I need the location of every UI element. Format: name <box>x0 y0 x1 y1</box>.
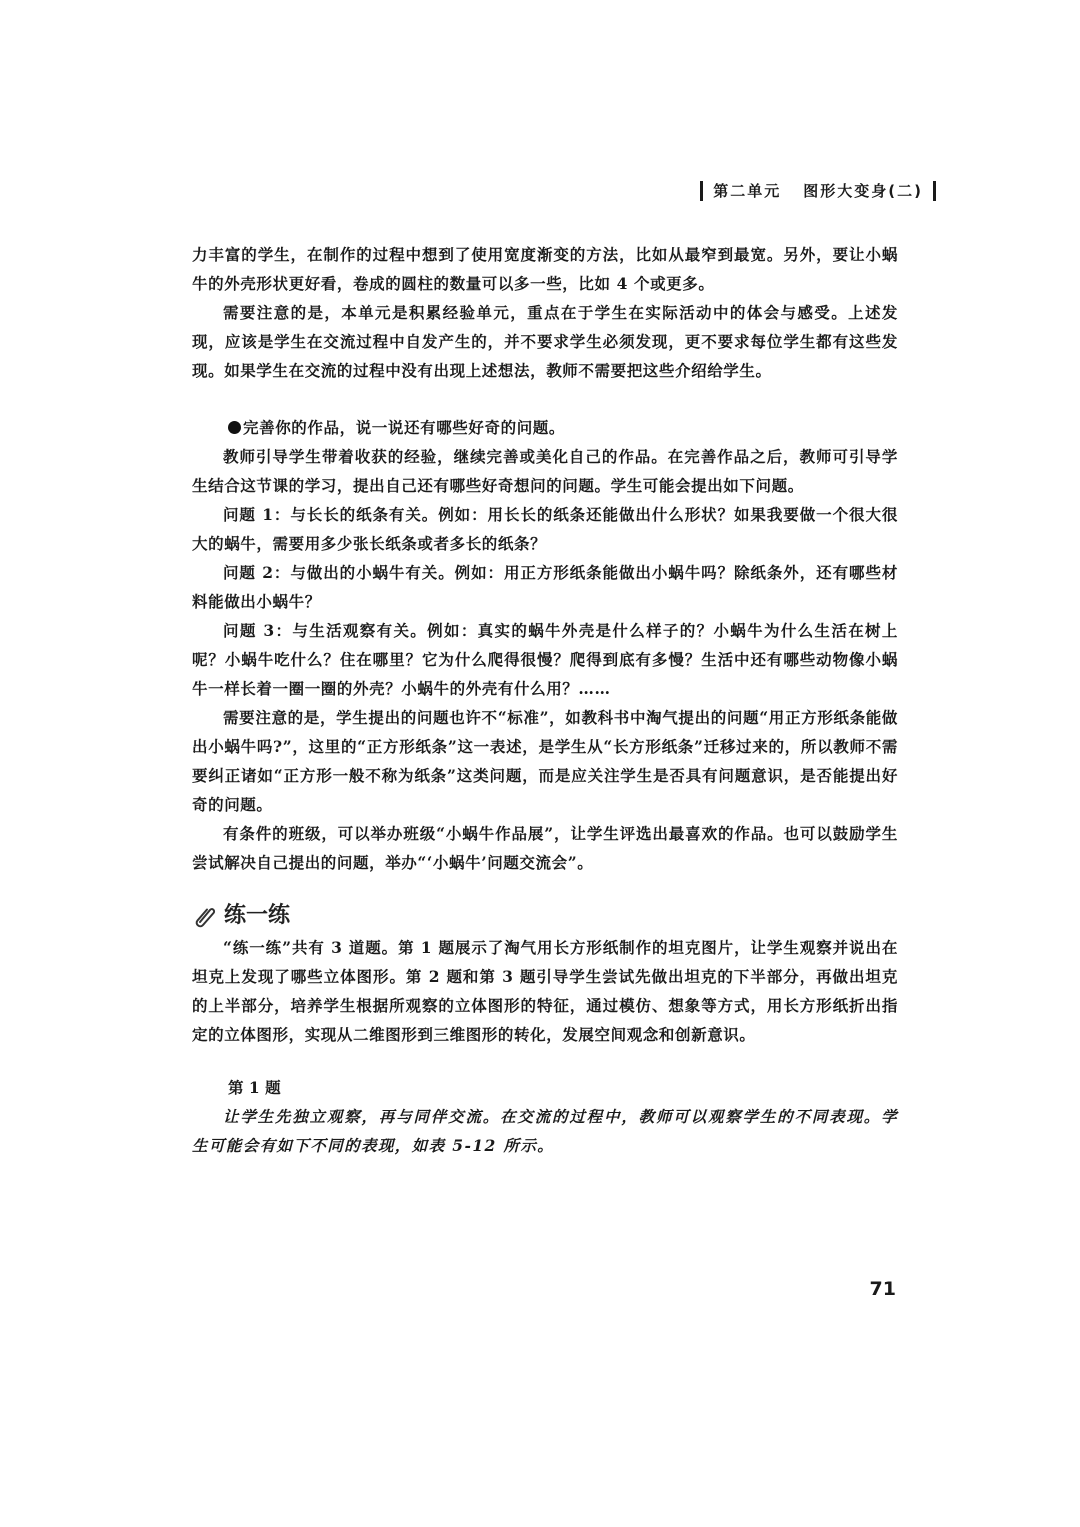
header-unit: 第二单元 <box>713 182 782 200</box>
running-header <box>700 180 936 201</box>
activity-note: 需要注意的是，学生提出的问题也许不“标准”，如教科书中淘气提出的问题“用正方形纸条能做出小蜗牛吗?”，这里的“正方形纸条”这一表述，是学生从“长方形纸条”迁移过来的，所以教师不需要纠正诸如“正方形一般不称为纸条”这类问题，而是应关注学生是否具有问题意识，是否能提出好奇的问题。 <box>192 708 898 814</box>
question-2: 问题 2：与做出的小蜗牛有关。例如：用正方形纸条能做出小蜗牛吗？除纸条外，还有哪些材料能做出小蜗牛？ <box>192 563 898 611</box>
header-text <box>713 180 923 201</box>
activity-paragraph: 教师引导学生带着收获的经验，继续完善或美化自己的作品。在完善作品之后，教师可引导学生结合这节课的学习，提出自己还有哪些好奇想问的问题。学生可能会提出如下问题。 <box>192 447 898 495</box>
main-content <box>192 240 898 1160</box>
paperclip-icon <box>192 903 218 929</box>
page-number: 71 <box>869 1278 896 1300</box>
practice-paragraph: “练一练”共有 3 道题。第 1 题展示了淘气用长方形纸制作的坦克图片，让学生观察并说出在坦克上发现了哪些立体图形。第 2 题和第 3 题引导学生尝试先做出坦克的下半部分，再做出坦克的上半部分，培养学生根据所观察的立体图形的特征，通过模仿、想象等方式，用长方形纸折出指定的立体图形，实现从二维图形到三维图形的转化，发展空间观念和创新意识。 <box>192 938 898 1044</box>
paragraph-note: 需要注意的是，本单元是积累经验单元，重点在于学生在实际活动中的体会与感受。上述发现，应该是学生在交流过程中自发产生的，并不要求学生必须发现，更不要求每位学生都有这些发现。如果学生在交流的过程中没有出现上述想法，教师不需要把这些介绍给学生。 <box>192 303 898 380</box>
question-1: 问题 1：与长长的纸条有关。例如：用长长的纸条还能做出什么形状？如果我要做一个很大很大的蜗牛，需要用多少张长纸条或者多长的纸条？ <box>192 505 898 553</box>
problem-1-title: 第 1 题 <box>228 1078 281 1097</box>
header-bar-left <box>700 181 703 201</box>
bullet-icon <box>228 421 241 434</box>
activity-heading <box>192 413 898 442</box>
paragraph-continuation: 力丰富的学生，在制作的过程中想到了使用宽度渐变的方法，比如从最窄到最宽。另外，要让小蜗牛的外壳形状更好看，卷成的圆柱的数量可以多一些，比如 4 个或更多。 <box>192 245 898 293</box>
question-3: 问题 3：与生活观察有关。例如：真实的蜗牛外壳是什么样子的？小蜗牛为什么生活在树上呢？小蜗牛吃什么？住在哪里？它为什么爬得很慢？爬得到底有多慢？生活中还有哪些动物像小蜗牛一样长着一圈一圈的外壳？小蜗牛的外壳有什么用？…… <box>192 621 898 698</box>
practice-title-text: 练一练 <box>224 903 291 928</box>
activity-exhibition: 有条件的班级，可以举办班级“小蜗牛作品展”，让学生评选出最喜欢的作品。也可以鼓励学生尝试解决自己提出的问题，举办“‘小蜗牛’问题交流会”。 <box>192 824 898 872</box>
activity-heading-text: 完善你的作品，说一说还有哪些好奇的问题。 <box>243 418 566 437</box>
header-title: 图形大变身(二) <box>803 182 923 200</box>
header-bar-right <box>933 181 936 201</box>
practice-section-title <box>192 899 898 933</box>
problem-1-paragraph: 让学生先独立观察，再与同伴交流。在交流的过程中，教师可以观察学生的不同表现。学生可能会有如下不同的表现，如表 5-12 所示。 <box>192 1107 898 1155</box>
